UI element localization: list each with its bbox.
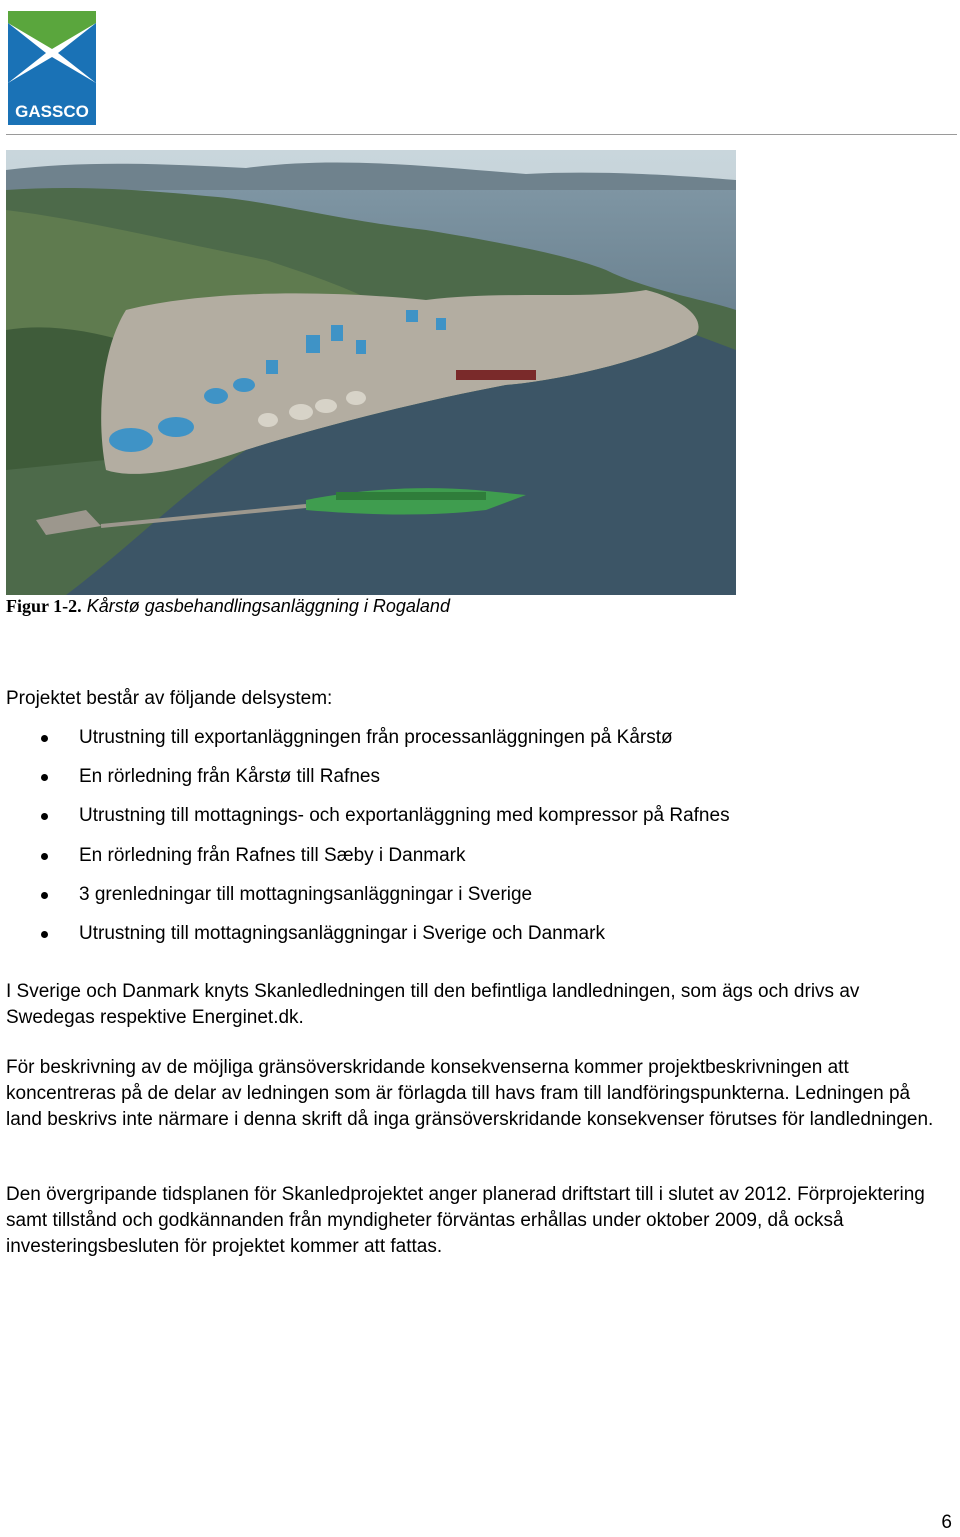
list-item: Utrustning till mottagnings- och exportanläggning med kompressor på Rafnes: [0, 804, 730, 843]
list-item: En rörledning från Kårstø till Rafnes: [0, 765, 730, 804]
logo-text: GASSCO: [15, 102, 89, 121]
list-item: Utrustning till exportanläggningen från processanläggningen på Kårstø: [0, 726, 730, 765]
figure-caption: [6, 596, 450, 617]
figure-caption-text: Kårstø gasbehandlingsanläggning i Rogaland: [86, 596, 450, 616]
figure-number: Figur 1-2.: [6, 596, 82, 616]
paragraph-connection: I Sverige och Danmark knyts Skanledledningen till den befintliga landledningen, som ägs och drivs av Swedegas respektive Energinet.dk.: [6, 981, 860, 1028]
list-item: Utrustning till mottagningsanläggningar i Sverige och Danmark: [0, 922, 730, 961]
gassco-logo: [6, 9, 98, 127]
subsystem-list: [0, 726, 730, 961]
list-item: 3 grenledningar till mottagningsanläggningar i Sverige: [0, 883, 730, 922]
aerial-photo: [6, 150, 736, 595]
subsystems-intro: Projektet består av följande delsystem:: [6, 688, 333, 709]
paragraph-description: För beskrivning av de möjliga gränsöverskridande konsekvenserna kommer projektbeskrivningen att koncentreras på de delar av ledningen som är förlagda till havs fram till landföringspunkterna. Ledningen på land beskrivs inte närmare i denna skrift då inga gränsöverskridande konsekvenser förutses för landledningen.: [6, 1057, 934, 1130]
page-number: 6: [941, 1512, 952, 1533]
list-item: En rörledning från Rafnes till Sæby i Danmark: [0, 844, 730, 883]
header-rule: [6, 134, 957, 135]
paragraph-schedule: Den övergripande tidsplanen för Skanledprojektet anger planerad driftstart till i slutet av 2012. Förprojektering samt tillstånd och godkännanden från myndigheter förväntas erhållas under oktober 2009, då också investeringsbesluten för projektet kommer att fattas.: [6, 1184, 925, 1257]
